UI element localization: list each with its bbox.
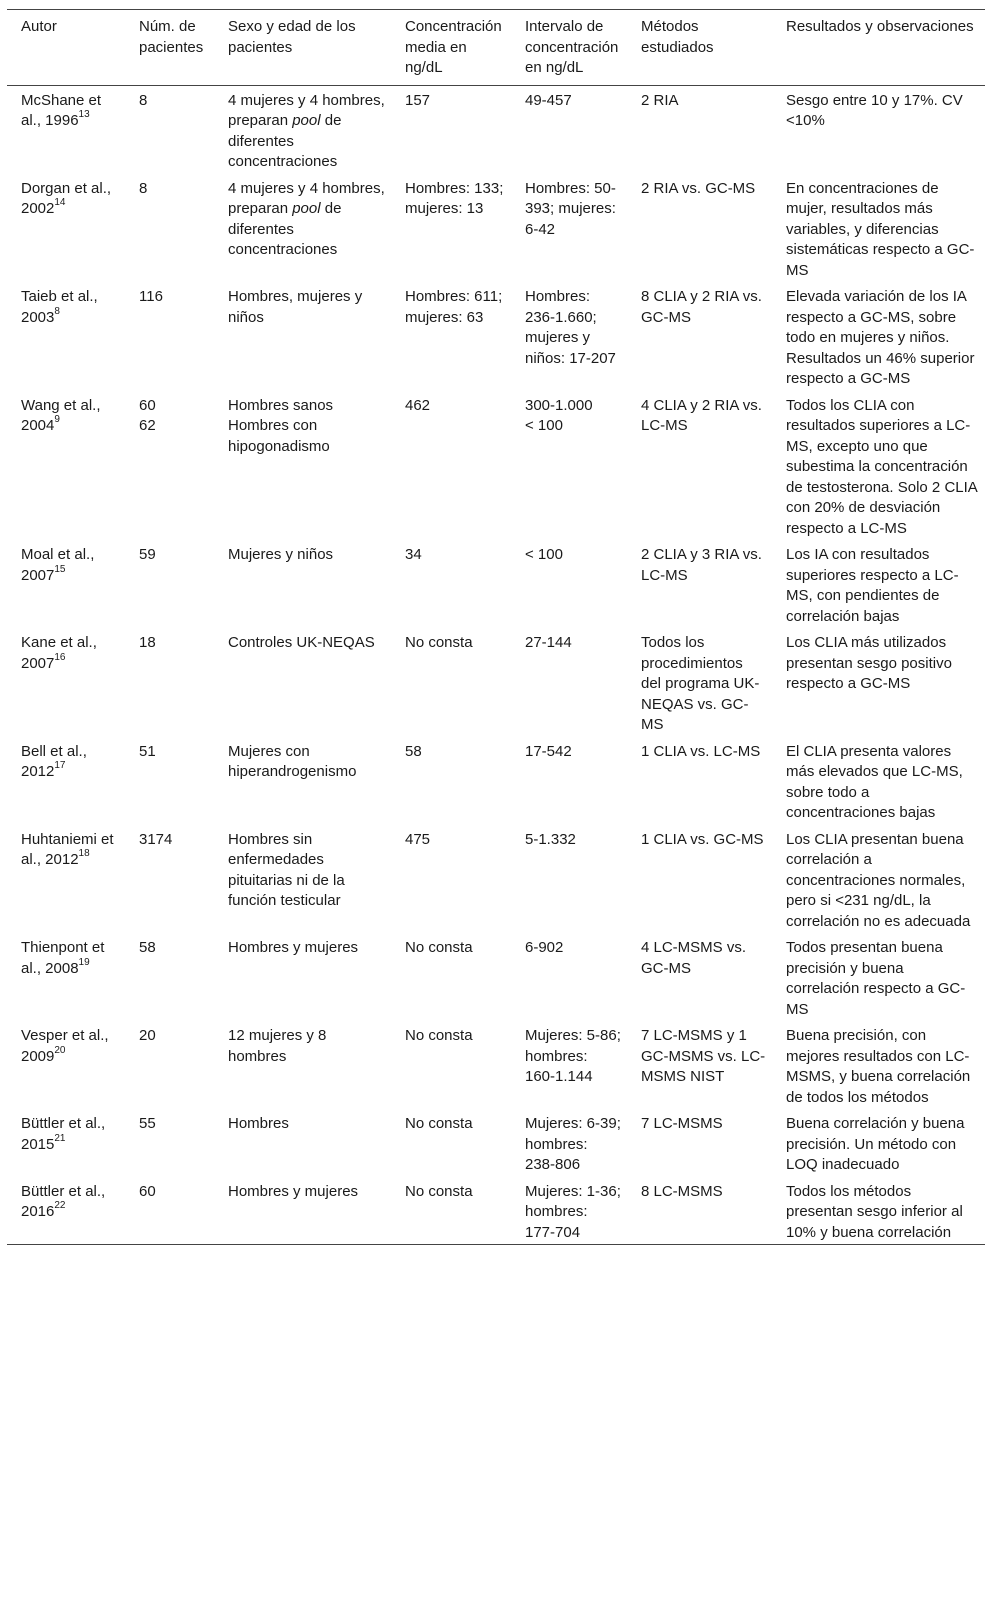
sex-text: 4 mujeres y 4 hombres, preparan [228,179,385,217]
table-row [7,540,985,628]
cell-concentration-range: 6-902 [525,939,564,956]
cell-author [7,540,125,628]
cell-patients: 58 [139,939,156,956]
cell-author [7,1177,125,1245]
cell-results: Buena precisión, con mejores resultados con LC-MSMS, y buena correlación de todos los métodos [786,1027,971,1106]
cell-concentration-range: 17-542 [525,742,572,760]
author-text: Bell et al., 2012 [21,742,87,780]
cell-results: Todos presentan buena precisión y buena correlación respecto a GC-MS [786,939,966,1018]
reference-number: 17 [54,760,66,771]
cell-sex-age [214,933,391,1021]
sex-text: Hombres [228,1115,289,1132]
cell-methods: 2 RIA vs. GC-MS [641,179,756,197]
author-text: McShane et al., 1996 [21,91,102,129]
reference-number: 22 [54,1200,66,1211]
table-row [7,737,985,825]
author-text: Vesper et al., 2009 [21,1027,109,1065]
cell-patients: 55 [139,1115,156,1132]
author-text: Huhtaniemi et al., 2012 [21,830,114,868]
reference-number: 15 [54,563,66,575]
cell-concentration-range: Mujeres: 5-86; hombres: 160-1.144 [525,1027,621,1085]
cell-concentration-range: < 100 [525,546,563,563]
range-line: 300-1.000 [525,396,593,414]
cell-methods: 4 CLIA y 2 RIA vs. LC-MS [641,396,762,434]
cell-patients [125,391,214,541]
table-row [7,933,985,1021]
header-metodos: Métodos estudiados [641,18,714,56]
table-row [7,174,985,283]
cell-concentration-range: Mujeres: 6-39; hombres: 238-806 [525,1115,621,1173]
cell-concentration-range: Mujeres: 1-36; hombres: 177-704 [525,1182,621,1241]
sex-italic-term: pool [292,200,321,217]
cell-mean-concentration: 58 [405,742,422,760]
reference-number: 21 [54,1132,66,1144]
sex-text: Mujeres y niños [228,546,334,563]
table-row [7,85,985,174]
cell-methods: 1 CLIA vs. LC-MS [641,742,761,760]
cell-author [7,282,125,391]
header-resultados: Resultados y observaciones [786,18,974,35]
cell-methods: 2 RIA [641,91,679,109]
sex-text: 4 mujeres y 4 hombres, preparan [228,91,385,129]
header-sexo-edad: Sexo y edad de los pacientes [228,18,356,56]
header-num-pacientes: Núm. de pacientes [139,18,204,56]
cell-methods: 8 CLIA y 2 RIA vs. GC-MS [641,288,762,326]
cell-author [7,628,125,737]
cell-methods: 4 LC-MSMS vs. GC-MS [641,939,747,977]
sex-text: Mujeres con hiperandrogenismo [228,742,357,780]
sex-italic-term: pool [292,112,321,129]
cell-results: Todos los CLIA con resultados superiores a LC-MS, excepto uno que subestima la concentración de testosterona. Solo 2 CLIA con 20% de desviación respecto a LC-MS [786,396,977,537]
sex-text: Hombres y mujeres [228,939,359,956]
cell-sex-age [214,391,391,541]
reference-number: 14 [54,197,66,208]
reference-number: 9 [54,414,60,425]
cell-results: En concentraciones de mujer, resultados más variables, y diferencias sistemáticas respecto a GC-MS [786,179,975,279]
cell-concentration-range: 49-457 [525,91,572,109]
sex-line: Hombres con hipogonadismo [228,417,330,455]
author-text: Büttler et al., 2016 [21,1182,106,1220]
cell-mean-concentration: No consta [405,1027,473,1044]
author-text: Thienpont et al., 2008 [21,939,105,977]
cell-results: Los CLIA presentan buena correlación a concentraciones normales, pero si <231 ng/dL, la correlación no es adecuada [786,830,971,930]
table-row [7,391,985,541]
cell-mean-concentration: No consta [405,634,473,651]
cell-mean-concentration: 157 [405,91,431,109]
table-row [7,282,985,391]
table-row [7,628,985,737]
author-text: Moal et al., 2007 [21,546,95,584]
cell-sex-age [214,85,391,174]
cell-author [7,1021,125,1109]
cell-author [7,174,125,283]
cell-mean-concentration: Hombres: 611; mujeres: 63 [405,288,503,326]
reference-number: 8 [54,305,60,317]
cell-sex-age [214,825,391,934]
cell-methods: Todos los procedimientos del programa UK-NEQAS vs. GC-MS [641,634,760,733]
cell-methods: 7 LC-MSMS [641,1115,723,1132]
sex-text: Hombres sin enfermedades pituitarias ni de la función testicular [228,830,345,909]
cell-author [7,391,125,541]
cell-patients: 18 [139,634,156,651]
cell-author [7,825,125,934]
cell-methods: 2 CLIA y 3 RIA vs. LC-MS [641,546,762,584]
author-text: Kane et al., 2007 [21,634,97,672]
studies-table [7,9,985,1245]
cell-sex-age [214,540,391,628]
cell-concentration-range: Hombres: 50-393; mujeres: 6-42 [525,179,616,238]
cell-results: Los CLIA más utilizados presentan sesgo positivo respecto a GC-MS [786,634,952,692]
cell-mean-concentration: 462 [405,396,431,414]
cell-mean-concentration: 475 [405,830,431,848]
cell-mean-concentration: Hombres: 133; mujeres: 13 [405,179,504,217]
author-text: Dorgan et al., 2002 [21,179,112,217]
cell-patients: 20 [139,1027,156,1044]
reference-number: 19 [78,956,90,968]
header-intervalo: Intervalo de concentración en ng/dL [525,18,619,76]
cell-results: Buena correlación y buena precisión. Un método con LOQ inadecuado [786,1115,965,1173]
cell-patients: 59 [139,546,156,563]
reference-number: 16 [54,651,66,663]
table-row [7,1021,985,1109]
reference-number: 20 [54,1044,66,1056]
document-page [7,9,985,1245]
cell-patients: 8 [139,179,148,197]
cell-author [7,1109,125,1177]
table-header-row [7,10,985,86]
cell-methods: 8 LC-MSMS [641,1182,723,1200]
cell-sex-age [214,1109,391,1177]
cell-concentration-range: Hombres: 236-1.660; mujeres y niños: 17-207 [525,288,616,367]
cell-concentration-range [511,391,627,541]
sex-line: Hombres sanos [228,396,334,414]
cell-sex-age [214,282,391,391]
cell-sex-age [214,174,391,283]
cell-results: Todos los métodos presentan sesgo inferior al 10% y buena correlación [786,1182,963,1241]
cell-results: Los IA con resultados superiores respecto a LC-MS, con pendientes de correlación bajas [786,546,959,625]
cell-author [7,933,125,1021]
patients-line: 62 [139,417,156,434]
author-text: Wang et al., 2004 [21,396,101,434]
cell-patients: 8 [139,91,148,109]
cell-sex-age [214,737,391,825]
cell-results: Sesgo entre 10 y 17%. CV <10% [786,91,963,129]
cell-patients: 3174 [139,830,173,848]
reference-number: 13 [78,109,90,120]
cell-sex-age [214,1177,391,1245]
cell-patients: 51 [139,742,156,760]
sex-text: Controles UK-NEQAS [228,634,375,651]
cell-concentration-range: 27-144 [525,634,572,651]
cell-mean-concentration: No consta [405,1115,473,1132]
patients-line: 60 [139,396,156,414]
cell-methods: 1 CLIA vs. GC-MS [641,830,764,848]
cell-author [7,85,125,174]
sex-text-end: de diferentes concentraciones [228,200,342,258]
sex-text: 12 mujeres y 8 hombres [228,1027,327,1065]
cell-sex-age [214,1021,391,1109]
sex-text: Hombres y mujeres [228,1182,359,1200]
cell-mean-concentration: No consta [405,1182,473,1200]
cell-results: El CLIA presenta valores más elevados que LC-MS, sobre todo a concentraciones bajas [786,742,963,821]
table-row [7,1177,985,1245]
header-concentracion-media: Concentración media en ng/dL [405,18,502,76]
cell-concentration-range: 5-1.332 [525,830,576,848]
author-text: Taieb et al., 2003 [21,288,98,326]
reference-number: 18 [78,848,90,859]
cell-results: Elevada variación de los IA respecto a GC-MS, sobre todo en mujeres y niños. Resultados un 46% superior respecto a GC-MS [786,288,975,387]
header-autor: Autor [21,18,57,35]
cell-mean-concentration: No consta [405,939,473,956]
cell-mean-concentration: 34 [405,546,422,563]
cell-patients: 60 [139,1182,156,1200]
author-text: Büttler et al., 2015 [21,1115,106,1153]
cell-patients: 116 [139,288,163,305]
cell-author [7,737,125,825]
range-line: < 100 [525,417,563,434]
cell-methods: 7 LC-MSMS y 1 GC-MSMS vs. LC-MSMS NIST [641,1027,766,1085]
sex-text: Hombres, mujeres y niños [228,288,363,326]
table-row [7,1109,985,1177]
cell-sex-age [214,628,391,737]
sex-text-end: de diferentes concentraciones [228,112,342,170]
table-row [7,825,985,934]
